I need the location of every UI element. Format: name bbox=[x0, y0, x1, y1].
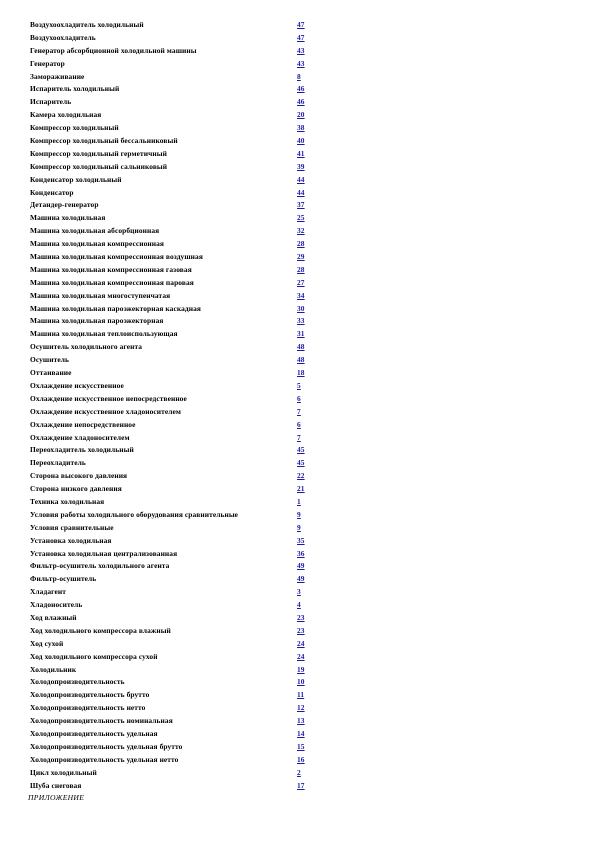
index-term: Условия работы холодильного оборудования сравнительные bbox=[30, 509, 239, 519]
index-term: Осушитель bbox=[30, 355, 69, 365]
index-page-link[interactable]: 48 bbox=[297, 342, 305, 352]
index-term: Воздухоохладитель холодильный bbox=[30, 20, 144, 29]
index-page-link[interactable]: 43 bbox=[297, 58, 305, 68]
index-page-link[interactable]: 9 bbox=[297, 522, 301, 532]
index-page-link[interactable]: 34 bbox=[297, 290, 305, 300]
index-term: Переохладитель bbox=[30, 458, 86, 468]
index-page-link[interactable]: 38 bbox=[297, 123, 305, 133]
index-entry bbox=[30, 238, 320, 251]
index-page-link[interactable]: 10 bbox=[297, 677, 305, 687]
index-page-link[interactable]: 24 bbox=[297, 638, 305, 648]
index-entry bbox=[30, 135, 320, 148]
index-term: Генератор bbox=[30, 58, 65, 68]
index-term: Машина холодильная пароэжекторная каскадная bbox=[30, 303, 201, 313]
index-entry bbox=[30, 161, 320, 174]
index-term: Конденсатор холодильный bbox=[30, 174, 122, 184]
index-page-link[interactable]: 49 bbox=[297, 561, 305, 571]
index-page-link[interactable]: 14 bbox=[297, 728, 305, 738]
index-entry bbox=[30, 741, 320, 754]
index-entry bbox=[30, 612, 320, 625]
index-term: Компрессор холодильный герметичный bbox=[30, 148, 167, 158]
index-entry bbox=[30, 702, 320, 715]
index-page-link[interactable]: 5 bbox=[297, 380, 301, 390]
index-entry bbox=[30, 315, 320, 328]
index-entry bbox=[30, 676, 320, 689]
index-page-link[interactable]: 37 bbox=[297, 200, 305, 210]
index-page-link[interactable]: 44 bbox=[297, 174, 305, 184]
index-term: Техника холодильная bbox=[30, 496, 105, 506]
index-entry bbox=[30, 573, 320, 586]
index-page-link[interactable]: 25 bbox=[297, 213, 305, 223]
index-term: Установка холодильная централизованная bbox=[30, 548, 178, 558]
index-page-link[interactable]: 23 bbox=[297, 612, 305, 622]
index-term: Холодопроизводительность номинальная bbox=[30, 716, 173, 726]
index-page-link[interactable]: 32 bbox=[297, 226, 305, 236]
index-term: Сторона низкого давления bbox=[30, 484, 122, 494]
index-page-link[interactable]: 17 bbox=[297, 780, 305, 790]
index-entry bbox=[30, 457, 320, 470]
index-term: Охлаждение искусственное хладоносителем bbox=[30, 406, 182, 416]
index-page-link[interactable]: 16 bbox=[297, 754, 305, 764]
index-entry bbox=[30, 277, 320, 290]
index-term: Машина холодильная компрессионная газовая bbox=[30, 264, 192, 274]
index-entry bbox=[30, 225, 320, 238]
index-entry bbox=[30, 367, 320, 380]
appendix-heading: ПРИЛОЖЕНИЕ bbox=[28, 793, 85, 802]
index-entry bbox=[30, 341, 320, 354]
index-term: Холодильник bbox=[30, 664, 77, 674]
index-page-link[interactable]: 28 bbox=[297, 239, 305, 249]
index-entry bbox=[30, 548, 320, 561]
index-entry bbox=[30, 303, 320, 316]
index-term: Охлаждение искусственное bbox=[30, 380, 124, 390]
index-entry bbox=[30, 174, 320, 187]
index-term: Осушитель холодильного агента bbox=[30, 342, 143, 352]
index-entry bbox=[30, 45, 320, 58]
index-entry bbox=[30, 432, 320, 445]
index-page-link[interactable]: 46 bbox=[297, 97, 305, 107]
index-page-link[interactable]: 7 bbox=[297, 406, 301, 416]
index-entry bbox=[30, 264, 320, 277]
index-page-link[interactable]: 7 bbox=[297, 432, 301, 442]
index-entry bbox=[30, 290, 320, 303]
index-entry bbox=[30, 715, 320, 728]
index-page-link[interactable]: 47 bbox=[297, 32, 305, 42]
index-page-link[interactable]: 13 bbox=[297, 716, 305, 726]
index-term: Машина холодильная компрессионная воздушная bbox=[30, 252, 203, 262]
index-term: Испаритель холодильный bbox=[30, 84, 120, 94]
index-entry bbox=[30, 148, 320, 161]
index-entry bbox=[30, 406, 320, 419]
index-entry bbox=[30, 689, 320, 702]
index-term: Компрессор холодильный бессальниковый bbox=[30, 136, 178, 146]
index-page-link[interactable]: 33 bbox=[297, 316, 305, 326]
index-term: Охлаждение непосредственное bbox=[30, 419, 136, 429]
index-term: Машина холодильная компрессионная паровая bbox=[30, 277, 194, 287]
index-entry bbox=[30, 187, 320, 200]
index-term: Охлаждение искусственное непосредственное bbox=[30, 393, 187, 403]
index-page-link[interactable]: 22 bbox=[297, 471, 305, 481]
index-term: Машина холодильная пароэжекторная bbox=[30, 316, 164, 326]
index-page-link[interactable]: 35 bbox=[297, 535, 305, 545]
index-term: Холодопроизводительность bbox=[30, 677, 125, 687]
index-term: Замораживание bbox=[30, 71, 85, 81]
index-entry bbox=[30, 393, 320, 406]
index-page-link[interactable]: 12 bbox=[297, 703, 305, 713]
index-page-link[interactable]: 40 bbox=[297, 136, 305, 146]
index-term: Испаритель bbox=[30, 97, 72, 107]
index-page-link[interactable]: 23 bbox=[297, 625, 305, 635]
index-page-link[interactable]: 46 bbox=[297, 84, 305, 94]
index-term: Фильтр-осушитель bbox=[30, 574, 97, 584]
index-term: Машина холодильная теплоиспользующая bbox=[30, 329, 178, 339]
index-entry bbox=[30, 599, 320, 612]
index-term: Воздухоохладитель bbox=[30, 32, 96, 42]
index-term: Фильтр-осушитель холодильного агента bbox=[30, 561, 170, 571]
index-term: Машина холодильная компрессионная bbox=[30, 239, 164, 249]
index-entry bbox=[30, 535, 320, 548]
index-page-link[interactable]: 36 bbox=[297, 548, 305, 558]
index-page-link[interactable]: 47 bbox=[297, 20, 305, 29]
index-entry bbox=[30, 419, 320, 432]
index-page-link[interactable]: 20 bbox=[297, 110, 305, 120]
index-page-link[interactable]: 4 bbox=[297, 600, 301, 610]
index-entry bbox=[30, 651, 320, 664]
index-term: Камера холодильная bbox=[30, 110, 102, 120]
index-entry bbox=[30, 767, 320, 780]
index-page-link[interactable]: 44 bbox=[297, 187, 305, 197]
index-entry bbox=[30, 483, 320, 496]
index-page-link[interactable]: 27 bbox=[297, 277, 305, 287]
index-page-link[interactable]: 41 bbox=[297, 148, 305, 158]
index-page-link[interactable]: 2 bbox=[297, 767, 301, 777]
index-term: Генератор абсорбционной холодильной машины bbox=[30, 45, 197, 55]
index-entry bbox=[30, 58, 320, 71]
index-term: Компрессор холодильный сальниковый bbox=[30, 161, 168, 171]
index-entry bbox=[30, 560, 320, 573]
index-entry bbox=[30, 199, 320, 212]
index-page-link[interactable]: 24 bbox=[297, 651, 305, 661]
index-entry bbox=[30, 496, 320, 509]
index-page-link[interactable]: 39 bbox=[297, 161, 305, 171]
index-term: Охлаждение хладоносителем bbox=[30, 432, 130, 442]
index-term: Ход влажный bbox=[30, 612, 77, 622]
index-page-link[interactable]: 6 bbox=[297, 419, 301, 429]
index-term: Переохладитель холодильный bbox=[30, 445, 134, 455]
index-term: Шуба снеговая bbox=[30, 780, 82, 790]
alphabetical-index bbox=[30, 19, 320, 792]
index-page-link[interactable]: 31 bbox=[297, 329, 305, 339]
index-entry bbox=[30, 522, 320, 535]
index-term: Машина холодильная многоступенчатая bbox=[30, 290, 171, 300]
index-entry bbox=[30, 780, 320, 793]
index-term: Сторона высокого давления bbox=[30, 471, 128, 481]
index-entry bbox=[30, 638, 320, 651]
index-page-link[interactable]: 1 bbox=[297, 496, 301, 506]
index-entry bbox=[30, 586, 320, 599]
index-entry bbox=[30, 32, 320, 45]
index-entry bbox=[30, 625, 320, 638]
index-term: Условия сравнительные bbox=[30, 522, 114, 532]
index-term: Компрессор холодильный bbox=[30, 123, 119, 133]
index-entry bbox=[30, 444, 320, 457]
index-term: Холодопроизводительность удельная bbox=[30, 728, 158, 738]
index-term: Холодопроизводительность брутто bbox=[30, 690, 150, 700]
index-term: Машина холодильная bbox=[30, 213, 106, 223]
index-page-link[interactable]: 43 bbox=[297, 45, 305, 55]
index-entry bbox=[30, 251, 320, 264]
index-term: Оттаивание bbox=[30, 368, 72, 378]
index-entry bbox=[30, 354, 320, 367]
index-entry bbox=[30, 122, 320, 135]
index-entry bbox=[30, 83, 320, 96]
index-entry bbox=[30, 509, 320, 522]
index-page-link[interactable]: 6 bbox=[297, 393, 301, 403]
index-page-link[interactable]: 48 bbox=[297, 355, 305, 365]
index-page-link[interactable]: 30 bbox=[297, 303, 305, 313]
index-term: Конденсатор bbox=[30, 187, 74, 197]
index-term: Хладагент bbox=[30, 587, 66, 597]
index-page-link[interactable]: 28 bbox=[297, 264, 305, 274]
index-entry bbox=[30, 754, 320, 767]
index-entry bbox=[30, 470, 320, 483]
index-entry bbox=[30, 728, 320, 741]
index-page-link[interactable]: 9 bbox=[297, 509, 301, 519]
index-term: Ход сухой bbox=[30, 638, 64, 648]
index-page-link[interactable]: 49 bbox=[297, 574, 305, 584]
index-page-link[interactable]: 3 bbox=[297, 587, 301, 597]
index-term: Холодопроизводительность нетто bbox=[30, 703, 146, 713]
index-page-link[interactable]: 11 bbox=[297, 690, 305, 700]
index-page-link[interactable]: 19 bbox=[297, 664, 305, 674]
index-entry bbox=[30, 380, 320, 393]
index-page-link[interactable]: 15 bbox=[297, 741, 305, 751]
index-term: Холодопроизводительность удельная нетто bbox=[30, 754, 179, 764]
index-term: Машина холодильная абсорбционная bbox=[30, 226, 160, 236]
index-term: Ход холодильного компрессора сухой bbox=[30, 651, 158, 661]
index-page-link[interactable]: 29 bbox=[297, 252, 305, 262]
index-term: Холодопроизводительность удельная брутто bbox=[30, 741, 183, 751]
index-entry bbox=[30, 328, 320, 341]
index-term: Ход холодильного компрессора влажный bbox=[30, 625, 171, 635]
index-page-link[interactable]: 21 bbox=[297, 484, 305, 494]
index-term: Хладоноситель bbox=[30, 600, 83, 610]
index-term: Детандер-генератор bbox=[30, 200, 99, 210]
index-page-link[interactable]: 8 bbox=[297, 71, 301, 81]
index-entry bbox=[30, 19, 320, 32]
index-entry bbox=[30, 71, 320, 84]
index-entry bbox=[30, 212, 320, 225]
index-page-link[interactable]: 45 bbox=[297, 445, 305, 455]
index-page-link[interactable]: 45 bbox=[297, 458, 305, 468]
index-page-link[interactable]: 18 bbox=[297, 368, 305, 378]
index-term: Установка холодильная bbox=[30, 535, 112, 545]
index-entry bbox=[30, 664, 320, 677]
index-entry bbox=[30, 96, 320, 109]
index-term: Цикл холодильный bbox=[30, 767, 97, 777]
index-entry bbox=[30, 109, 320, 122]
